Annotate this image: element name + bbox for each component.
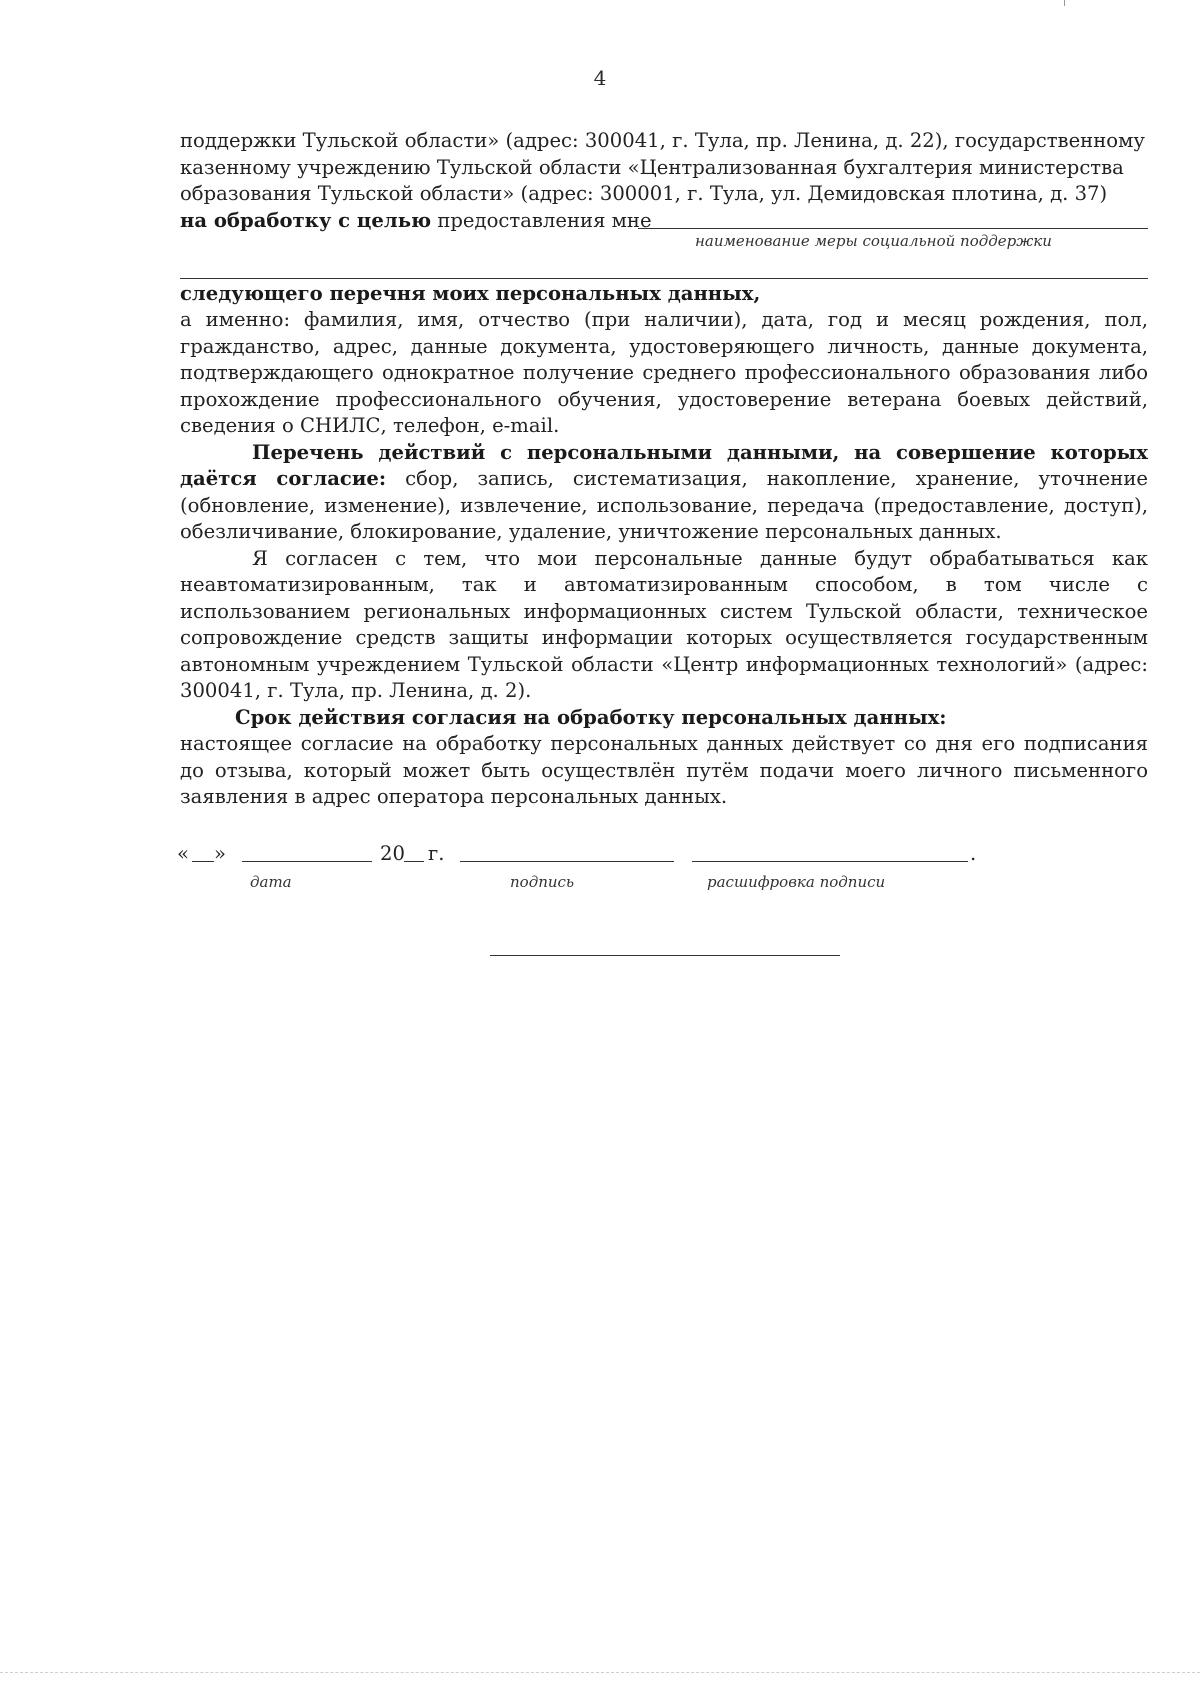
actions-text: сбор, запись, систематизация, накопление, хранение, уточнение (обновление, изменение), извлечение, использование, передача (предоставление, доступ), обезличивание, блокирование, удаление, уничтожение персональных данных. xyxy=(180,467,1148,543)
caption-signature: подпись xyxy=(510,872,575,891)
validity-text: настоящее согласие на обработку персональных данных действует со дня его подписания до отзыва, который может быть осуществлён путём подачи моего личного письменного заявления в адрес оператора персональных данных. xyxy=(180,732,1148,808)
document-body xyxy=(177,128,1148,901)
signature-row xyxy=(177,841,1148,901)
actions-heading: Перечень действий с персональными данными, на совершение которых даётся согласие: xyxy=(180,440,1148,490)
date-day-close-quote: » xyxy=(214,841,226,865)
purpose-caption: наименование меры социальной поддержки xyxy=(695,231,1052,250)
validity-heading xyxy=(180,705,1148,732)
caption-date: дата xyxy=(250,872,292,891)
purpose-bold-label: на обработку с целью xyxy=(180,208,432,232)
caption-name: расшифровка подписи xyxy=(707,872,886,891)
data-list-heading-text: следующего перечня моих персональных данных, xyxy=(180,281,761,305)
validity-heading-text: Срок действия согласия на обработку персональных данных: xyxy=(235,705,947,729)
scan-corner-mark xyxy=(1064,0,1065,6)
scan-bottom-edge xyxy=(0,1672,1200,1673)
actions-paragraph xyxy=(180,440,1148,546)
signature-field[interactable] xyxy=(460,843,674,862)
signature-end-period: . xyxy=(970,841,977,865)
date-day-field[interactable] xyxy=(192,843,214,862)
signature-name-field[interactable] xyxy=(692,843,968,862)
date-year-suffix: г. xyxy=(428,841,445,865)
date-year-prefix: 20 xyxy=(380,841,405,865)
intro-line-3: образования Тульской области» (адрес: 300001, г. Тула, ул. Демидовская плотина, д. 37) xyxy=(180,182,1108,205)
purpose-continuation-line[interactable] xyxy=(180,256,1148,279)
intro-line-2: казенному учреждению Тульской области «Централизованная бухгалтерия министерства xyxy=(180,155,1124,179)
page-number: 4 xyxy=(593,66,607,90)
purpose-fill-line[interactable] xyxy=(638,210,1148,229)
data-list-heading xyxy=(180,281,1148,308)
purpose-text: предоставления мне xyxy=(431,208,652,232)
data-list-text: а именно: фамилия, имя, отчество (при наличии), дата, год и месяц рождения, пол, гражданство, адрес, данные документа, удостоверяющего личность, данные документа, подтверждающего однократное получение среднего профессионального образования либо прохождение профессионального обучения, удостоверение ветерана боевых действий, сведения о СНИЛС, телефон, e-mail. xyxy=(180,308,1148,437)
date-month-field[interactable] xyxy=(242,843,372,862)
closing-separator-line xyxy=(490,955,840,956)
purpose-line xyxy=(180,208,1148,234)
intro-line-1: поддержки Тульской области» (адрес: 300041, г. Тула, пр. Ленина, д. 22), государственному xyxy=(180,129,1145,152)
date-day-open-quote: « xyxy=(177,841,189,865)
processing-paragraph: Я согласен с тем, что мои персональные данные будут обрабатываться как неавтоматизированным, так и автоматизированным способом, в том числе с использованием региональных информационных систем Тульской области, техническое сопровождение средств защиты информации которых осуществляется государственным автономным учреждением Тульской области «Центр информационных технологий» (адрес: 300041, г. Тула, пр. Ленина, д. 2). xyxy=(180,546,1148,702)
date-year-field[interactable] xyxy=(404,843,424,862)
